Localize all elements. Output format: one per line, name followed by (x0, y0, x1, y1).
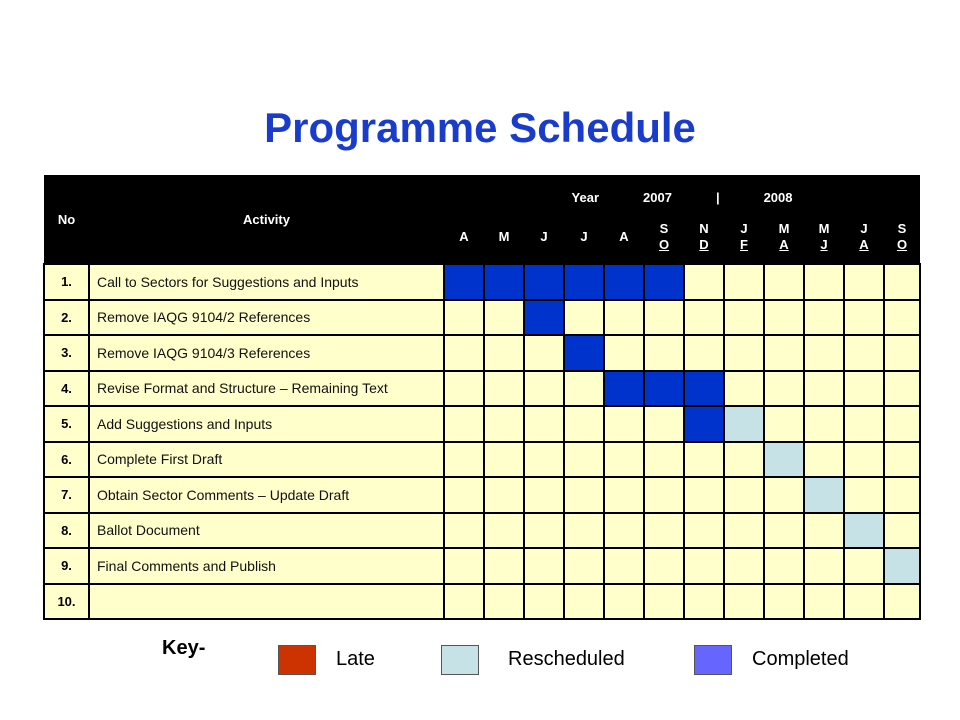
schedule-cell-empty (564, 584, 604, 620)
schedule-cell-empty (524, 442, 564, 478)
month-header-3 (524, 211, 564, 264)
schedule-cell-empty (724, 264, 764, 300)
schedule-cell-rescheduled (764, 442, 804, 478)
schedule-cell-empty (724, 442, 764, 478)
page-title: Programme Schedule (264, 104, 696, 151)
schedule-cell-empty (684, 335, 724, 371)
table-row (44, 335, 920, 371)
schedule-cell-empty (724, 584, 764, 620)
schedule-cell-empty (724, 548, 764, 584)
schedule-cell-empty (764, 335, 804, 371)
schedule-cell-empty (484, 406, 524, 442)
legend-key-label: Key- (162, 637, 206, 659)
row-activity: Remove IAQG 9104/2 References (89, 300, 444, 336)
schedule-cell-empty (884, 264, 920, 300)
row-number: 9. (44, 548, 89, 584)
schedule-cell-empty (604, 300, 644, 336)
schedule-cell-rescheduled (844, 513, 884, 549)
schedule-cell-empty (884, 513, 920, 549)
schedule-cell-empty (444, 406, 484, 442)
legend-swatch-completed (694, 645, 732, 675)
schedule-cell-empty (604, 513, 644, 549)
schedule-cell-empty (484, 477, 524, 513)
table-row (44, 477, 920, 513)
schedule-cell-empty (884, 371, 920, 407)
month-header-9 (764, 211, 804, 264)
schedule-cell-empty (684, 513, 724, 549)
legend-text-late: Late (336, 648, 375, 670)
schedule-cell-empty (444, 513, 484, 549)
schedule-cell-empty (804, 406, 844, 442)
row-activity: Call to Sectors for Suggestions and Inputs (89, 264, 444, 300)
table-row (44, 584, 920, 620)
schedule-cell-empty (444, 477, 484, 513)
schedule-cell-empty (564, 477, 604, 513)
legend-text-completed: Completed (752, 648, 849, 670)
schedule-cell-empty (724, 300, 764, 336)
schedule-cell-empty (644, 442, 684, 478)
schedule-cell-empty (564, 442, 604, 478)
schedule-cell-empty (684, 548, 724, 584)
row-number: 3. (44, 335, 89, 371)
schedule-cell-empty (444, 335, 484, 371)
schedule-cell-empty (484, 371, 524, 407)
month-label-bottom: D (699, 237, 709, 252)
schedule-cell-empty (484, 584, 524, 620)
schedule-cell-empty (844, 584, 884, 620)
schedule-cell-completed (604, 371, 644, 407)
month-label-top: S (659, 221, 669, 236)
schedule-cell-empty (764, 371, 804, 407)
schedule-cell-empty (484, 548, 524, 584)
schedule-cell-empty (684, 584, 724, 620)
month-header-8 (724, 211, 764, 264)
schedule-cell-empty (564, 300, 604, 336)
schedule-cell-empty (804, 300, 844, 336)
header-no: No (57, 211, 76, 227)
schedule-cell-empty (524, 584, 564, 620)
table-row (44, 300, 920, 336)
year-2007: 2007 (643, 190, 672, 205)
row-number: 2. (44, 300, 89, 336)
schedule-cell-empty (884, 477, 920, 513)
month-header-2 (484, 211, 524, 264)
schedule-cell-empty (444, 548, 484, 584)
schedule-cell-completed (684, 406, 724, 442)
schedule-cell-empty (684, 477, 724, 513)
month-label-top: A (619, 229, 629, 244)
schedule-cell-empty (564, 371, 604, 407)
schedule-cell-empty (604, 548, 644, 584)
row-activity: Remove IAQG 9104/3 References (89, 335, 444, 371)
schedule-cell-empty (724, 371, 764, 407)
row-number: 7. (44, 477, 89, 513)
schedule-body (44, 264, 920, 619)
schedule-cell-empty (684, 300, 724, 336)
row-activity: Ballot Document (89, 513, 444, 549)
month-label-top: J (860, 221, 868, 236)
schedule-cell-completed (644, 264, 684, 300)
row-number: 6. (44, 442, 89, 478)
schedule-cell-completed (524, 300, 564, 336)
schedule-cell-completed (524, 264, 564, 300)
schedule-cell-empty (604, 335, 644, 371)
month-label-bottom: O (658, 237, 670, 252)
table-row (44, 442, 920, 478)
schedule-cell-empty (884, 442, 920, 478)
schedule-table (43, 175, 921, 620)
schedule-cell-completed (564, 335, 604, 371)
schedule-cell-empty (724, 477, 764, 513)
schedule-cell-rescheduled (804, 477, 844, 513)
table-row (44, 513, 920, 549)
schedule-cell-empty (844, 477, 884, 513)
schedule-cell-empty (684, 264, 724, 300)
schedule-cell-empty (884, 584, 920, 620)
schedule-cell-empty (604, 584, 644, 620)
schedule-cell-empty (644, 335, 684, 371)
schedule-cell-empty (484, 513, 524, 549)
schedule-cell-empty (644, 513, 684, 549)
row-activity: Revise Format and Structure – Remaining Text (89, 371, 444, 407)
row-number: 1. (44, 264, 89, 300)
legend-swatch-late (278, 645, 316, 675)
schedule-cell-empty (484, 442, 524, 478)
table-row (44, 371, 920, 407)
schedule-cell-empty (884, 300, 920, 336)
schedule-cell-empty (484, 300, 524, 336)
row-number: 5. (44, 406, 89, 442)
schedule-cell-empty (604, 406, 644, 442)
month-label-bottom: A (859, 237, 869, 252)
schedule-cell-empty (844, 548, 884, 584)
schedule-cell-completed (684, 371, 724, 407)
schedule-cell-empty (444, 371, 484, 407)
schedule-cell-empty (844, 264, 884, 300)
month-header-6 (644, 211, 684, 264)
schedule-cell-empty (524, 335, 564, 371)
schedule-cell-empty (804, 584, 844, 620)
schedule-cell-empty (644, 548, 684, 584)
schedule-cell-empty (804, 335, 844, 371)
row-activity (89, 584, 444, 620)
schedule-cell-empty (764, 584, 804, 620)
month-label-top: N (699, 221, 709, 236)
schedule-cell-empty (884, 406, 920, 442)
schedule-cell-empty (804, 548, 844, 584)
month-label-top: S (897, 221, 907, 236)
schedule-cell-empty (644, 300, 684, 336)
schedule-cell-empty (604, 442, 644, 478)
table-row (44, 548, 920, 584)
schedule-cell-empty (524, 371, 564, 407)
schedule-cell-empty (804, 371, 844, 407)
schedule-cell-empty (764, 513, 804, 549)
schedule-cell-empty (524, 548, 564, 584)
month-label-bottom: A (779, 237, 789, 252)
schedule-cell-empty (844, 442, 884, 478)
schedule-cell-completed (444, 264, 484, 300)
row-number: 4. (44, 371, 89, 407)
schedule-cell-empty (524, 477, 564, 513)
schedule-cell-empty (844, 300, 884, 336)
schedule-cell-rescheduled (724, 406, 764, 442)
header-activity: Activity (243, 211, 290, 227)
schedule-cell-empty (684, 442, 724, 478)
schedule-cell-empty (564, 406, 604, 442)
month-label-bottom: O (896, 237, 908, 252)
schedule-cell-empty (644, 477, 684, 513)
schedule-cell-empty (484, 335, 524, 371)
schedule-cell-empty (804, 513, 844, 549)
month-header-12 (884, 211, 920, 264)
month-label-top: M (778, 221, 790, 236)
schedule-cell-empty (764, 548, 804, 584)
year-label: Year (571, 190, 600, 205)
schedule-cell-empty (564, 513, 604, 549)
month-label-top: J (580, 229, 588, 244)
row-number: 8. (44, 513, 89, 549)
schedule-cell-empty (884, 335, 920, 371)
schedule-cell-empty (444, 584, 484, 620)
table-row (44, 406, 920, 442)
schedule-cell-empty (844, 406, 884, 442)
month-header-11 (844, 211, 884, 264)
month-label-top: A (459, 229, 469, 244)
month-header-4 (564, 211, 604, 264)
month-header-10 (804, 211, 844, 264)
month-label-top: M (498, 229, 510, 244)
row-activity: Add Suggestions and Inputs (89, 406, 444, 442)
schedule-cell-completed (644, 371, 684, 407)
schedule-cell-empty (724, 335, 764, 371)
schedule-cell-empty (844, 371, 884, 407)
month-header-7 (684, 211, 724, 264)
month-label-top: J (740, 221, 748, 236)
month-label-top: J (540, 229, 548, 244)
row-activity: Obtain Sector Comments – Update Draft (89, 477, 444, 513)
schedule-cell-completed (604, 264, 644, 300)
schedule-cell-empty (564, 548, 604, 584)
table-row (44, 264, 920, 300)
schedule-cell-empty (844, 335, 884, 371)
schedule-cell-empty (724, 513, 764, 549)
month-header-5 (604, 211, 644, 264)
month-header-1 (444, 211, 484, 264)
schedule-cell-completed (484, 264, 524, 300)
schedule-cell-empty (604, 477, 644, 513)
schedule-cell-empty (444, 442, 484, 478)
row-activity: Complete First Draft (89, 442, 444, 478)
schedule-cell-empty (764, 264, 804, 300)
year-separator: | (715, 190, 720, 205)
schedule-cell-empty (444, 300, 484, 336)
year-2008: 2008 (763, 190, 793, 205)
legend-swatch-rescheduled (441, 645, 479, 675)
schedule-cell-empty (764, 406, 804, 442)
schedule-cell-completed (564, 264, 604, 300)
schedule-cell-empty (524, 513, 564, 549)
schedule-cell-empty (804, 264, 844, 300)
row-number: 10. (44, 584, 89, 620)
month-label-bottom: F (740, 237, 748, 252)
schedule-cell-rescheduled (884, 548, 920, 584)
schedule-cell-empty (644, 406, 684, 442)
month-label-bottom: J (820, 237, 828, 252)
schedule-cell-empty (764, 477, 804, 513)
legend-text-rescheduled: Rescheduled (508, 648, 625, 670)
schedule-cell-empty (804, 442, 844, 478)
schedule-cell-empty (644, 584, 684, 620)
header-year (444, 175, 920, 211)
row-activity: Final Comments and Publish (89, 548, 444, 584)
schedule-cell-empty (764, 300, 804, 336)
schedule-cell-empty (524, 406, 564, 442)
month-label-top: M (818, 221, 830, 236)
